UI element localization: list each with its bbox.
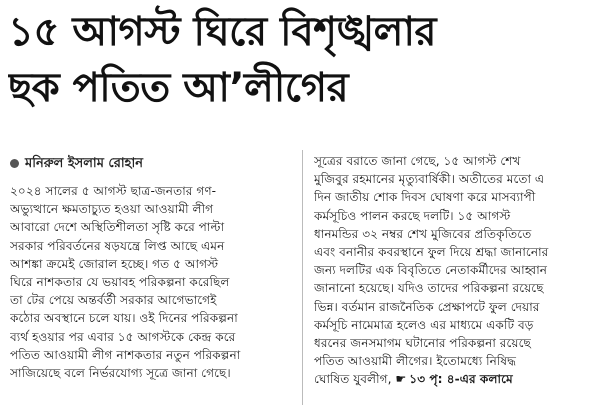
text-line: কর্মসূচি নামেমাত্র হলেও এর মাধ্যমে একটি বড়	[314, 317, 534, 332]
author-name: মনিরুল ইসলাম রোহান	[25, 156, 143, 171]
text-line: জানানো হয়েছে। যদিও তাদের পরিকল্পনা রয়েছে	[314, 281, 544, 296]
text-line: ধানমন্ডির ৩২ নম্বর শেখ মুজিবের প্রতিকৃতিতে	[314, 226, 532, 241]
text-line: ২০২৪ সালের ৫ আগস্ট ছাত্র-জনতার গণ-	[10, 184, 217, 198]
last-line-text: ঘোষিত যুবলীগ,	[314, 372, 392, 387]
text-line: ভিন্ন। বর্তমান রাজনৈতিক প্রেক্ষাপটে ফুল দেয়ার	[314, 299, 540, 314]
text-line: কঠোর অবস্থানে চলে যায়। ওই দিনের পরিকল্পনা	[10, 311, 238, 326]
article-column-right	[314, 152, 604, 407]
text-line: জন্য দলটির এক বিবৃতিতে নেতাকর্মীদের আহ্বান	[314, 263, 548, 278]
text-line: আশঙ্কা ক্রমেই জোরাল হচ্ছে। গত ৫ আগস্ট	[10, 256, 219, 271]
text-line: তা টের পেয়ে অন্তর্বর্তী সরকার আগেভাগেই	[10, 293, 217, 308]
text-line: পতিত আওয়ামী লীগের। ইতোমধ্যে নিষিদ্ধ	[314, 354, 517, 369]
text-line: পতিত আওয়ামী লীগ নাশকতার নতুন পরিকল্পনা	[10, 347, 241, 362]
pointing-hand-icon: ☛	[395, 372, 407, 387]
text-line: সরকার পরিবর্তনের ষড়যন্ত্রে লিপ্ত আছে এমন	[10, 238, 225, 253]
jump-label: ১৩ পৃ: ৪-এর কলামে	[409, 372, 513, 387]
bullet-icon	[10, 159, 19, 168]
byline	[10, 155, 290, 173]
text-line: সূত্রের বরাতে জানা গেছে, ১৫ আগস্ট শেখ	[314, 154, 521, 168]
text-line: মুজিবুর রহমানের মৃত্যুবার্ষিকী। অতীতের মতো এ	[314, 172, 545, 187]
text-line: আবারো দেশে অস্থিতিশীলতা সৃষ্টি করে পাল্টা	[10, 220, 225, 235]
text-line-last	[314, 370, 604, 388]
text-line: ব্যর্থ হওয়ার পর এবার ১৫ আগস্টকে কেন্দ্র করে	[10, 329, 236, 344]
article-column-left	[10, 182, 300, 404]
continued-on-page[interactable]	[395, 372, 512, 386]
text-line: ঘিরে নাশকতার যে ভয়াবহ পরিকল্পনা করেছিল	[10, 275, 230, 290]
text-line: দিন জাতীয় শোক দিবস ঘোষণা করে মাসব্যাপী	[314, 190, 536, 205]
text-line: এবং বনানীর কবরস্থানে ফুল দিয়ে শ্রদ্ধা জানানোর	[314, 245, 549, 260]
text-line: ধরনের জনসমাগম ঘটানোর পরিকল্পনা রয়েছে	[314, 336, 531, 351]
headline	[8, 4, 608, 116]
text-line: অভ্যুত্থানে ক্ষমতাচ্যুত হওয়া আওয়ামী লীগ	[10, 202, 214, 217]
text-line: কর্মসূচিও পালন করছে দলটি। ১৫ আগস্ট	[314, 208, 511, 223]
column-divider	[302, 150, 303, 405]
headline-line-2: ছক পতিত আ’লীগের	[8, 65, 349, 111]
headline-line-1: ১৫ আগস্ট ঘিরে বিশৃঙ্খলার	[8, 9, 437, 55]
text-line: সাজিয়েছে বলে নির্ভরযোগ্য সূত্রে জানা গেছে।	[10, 366, 231, 381]
